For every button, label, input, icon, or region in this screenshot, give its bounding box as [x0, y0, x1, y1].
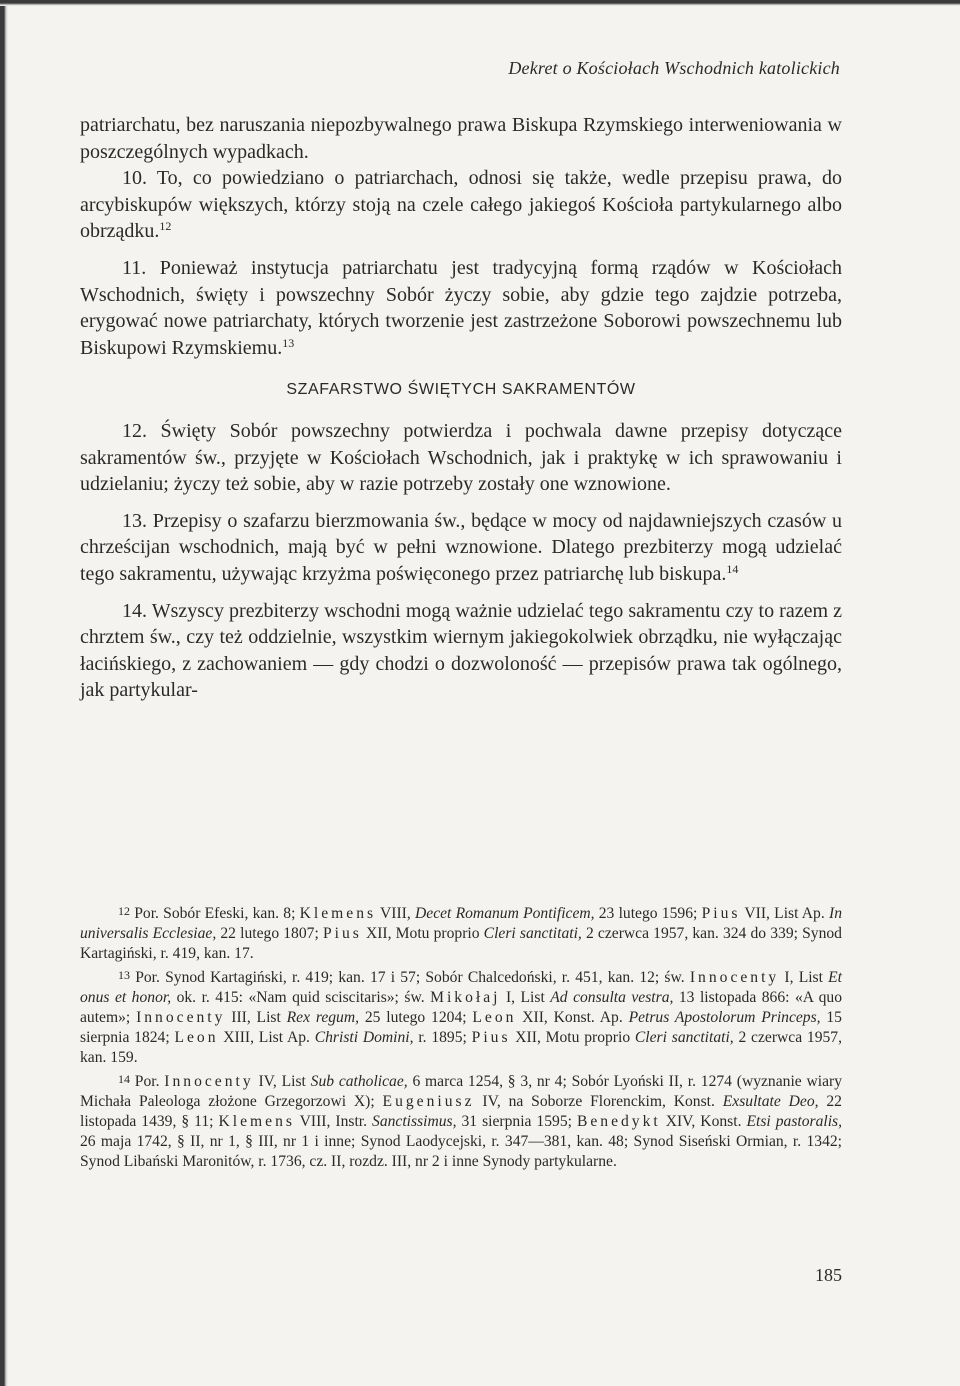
footnote-12: 12 Por. Sobór Efeski, kan. 8; Klemens VIII, Decet Romanum Pontificem, 23 lutego 1596; Pius VII, List Ap. In universalis Ecclesiae, 22 lutego 1807; Pius XII, Motu proprio Cleri sanctitati, 2 czerwca 1957, kan. 324 do 339; Synod Kartagiński, r. 419, kan. 17.: [80, 904, 842, 963]
footnote-14: 14 Por. Innocenty IV, List Sub catholicae, 6 marca 1254, § 3, nr 4; Sobór Lyoński II, r. 1274 (wyznanie wiary Michała Paleologa złożone Grzegorzowi X); Eugeniusz IV, na Soborze Florenckim, Konst. Exsultate Deo, 22 listopada 1439, § 11; Klemens VIII, Instr. Sanctissimus, 31 sierpnia 1595; Benedykt XIV, Konst. Etsi pastoralis, 26 maja 1742, § II, nr 1, § III, nr 1 i inne; Synod Laodycejski, r. 347—381, kan. 48; Synod Siseński Ormian, r. 1342; Synod Libański Maronitów, r. 1736, cz. II, rozdz. III, nr 2 i inne Synody partykularne.: [80, 1071, 843, 1171]
paragraph-10: 10. To, co powiedziano o patriarchach, odnosi się także, wedle przepisu prawa, do arcybiskupów większych, którzy stoją na czele całego jakiegoś Kościoła partykularnego albo obrządku.$^{12}$: [80, 167, 842, 243]
page-number: 185: [815, 1265, 842, 1285]
footnote-ref-12: 12: [159, 219, 172, 234]
footnote-ref-14: 14: [726, 561, 739, 576]
paragraph-13: 13. Przepisy o szafarzu bierzmowania św., będące w mocy od najdawniejszych czasów u chrześcijan wschodnich, mają być w pełni wznowione. Dlatego prezbiterzy mogą udzielać tego sakramentu, używając krzyżma poświęconego przez patriarchę lub biskupa.$^{14}$: [80, 509, 842, 585]
main-text: [80, 112, 842, 704]
scan-border-top: [0, 0, 960, 6]
section-heading: SZAFARSTWO ŚWIĘTYCH SAKRAMENTÓW: [286, 381, 636, 399]
running-header: Dekret o Kościołach Wschodnich katolickich: [508, 58, 840, 78]
paragraph-intro: patriarchatu, bez naruszania niepozbywalnego prawa Biskupa Rzymskiego interweniowania w poszczególnych wypadkach.: [80, 114, 842, 163]
paragraph-11: 11. Ponieważ instytucja patriarchatu jest tradycyjną formą rządów w Kościołach Wschodnich, święty i powszechny Sobór życzy sobie, aby gdzie tego zajdzie potrzeba, erygować nowe patriarchaty, których tworzenie jest zastrzeżone Soborowi powszechnemu lub Biskupowi Rzymskiemu.$^{13}$: [80, 256, 842, 359]
footnote-ref-13: 13: [282, 335, 295, 350]
footnote-13: 13 Por. Synod Kartagiński, r. 419; kan. 17 i 57; Sobór Chalcedoński, r. 451, kan. 12; św. Innocenty I, List Et onus et honor, ok. r. 415: «Nam quid sciscitaris»; św. Mikołaj I, List Ad consulta vestra, 13 listopada 866: «A quo autem»; Innocenty III, List Rex regum, 25 lutego 1204; Leon XII, Konst. Ap. Petrus Apostolorum Princeps, 15 sierpnia 1824; Leon XIII, List Ap. Christi Domini, r. 1895; Pius XII, Motu proprio Cleri sanctitati, 2 czerwca 1957, kan. 159.: [80, 967, 843, 1067]
paragraph-14: 14. Wszyscy prezbiterzy wschodni mogą ważnie udzielać tego sakramentu czy to razem z chrztem św., czy też oddzielnie, wszystkim wiernym jakiegokolwiek obrządku, nie wyłączając łacińskiego, z zachowaniem — gdy chodzi o dozwoloność — przepisów prawa tak ogólnego, jak partykular-: [80, 599, 842, 702]
paragraph-12: 12. Święty Sobór powszechny potwierdza i pochwala dawne przepisy dotyczące sakramentów św., przyjęte w Kościołach Wschodnich, jak i praktykę w ich sprawowaniu i udzielaniu; życzy też sobie, aby w razie potrzeby zostały one wznowione.: [80, 419, 842, 496]
scan-border-left: [0, 0, 8, 1386]
footnotes: [80, 901, 842, 1173]
